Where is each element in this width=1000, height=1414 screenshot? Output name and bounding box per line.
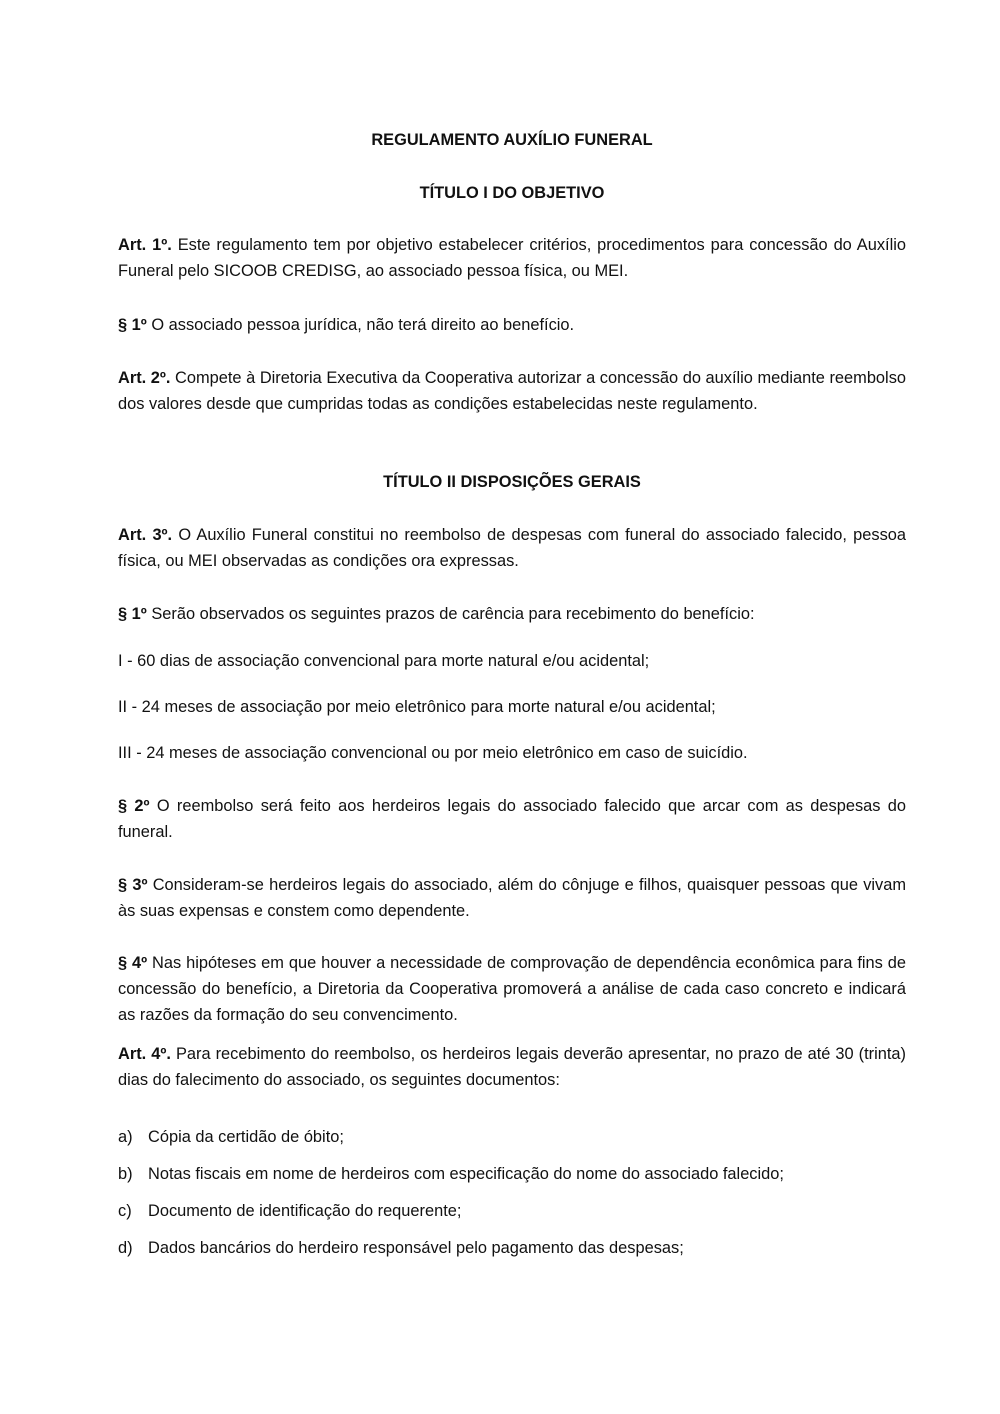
document-item [118,1161,906,1187]
paragraph-label: § 4º [118,954,148,972]
article-label: Art. 1º. [118,236,172,254]
article-1-paragraph-1 [118,312,906,338]
article-1 [118,232,906,284]
document-item [118,1235,906,1261]
article-text: Compete à Diretoria Executiva da Cooperativa autorizar a concessão do auxílio mediante reembolso dos valores desde que cumpridas todas as condições estabelecidas neste regulamento. [118,369,907,413]
inciso-ii: II - 24 meses de associação por meio eletrônico para morte natural e/ou acidental; [118,698,716,716]
item-text: Dados bancários do herdeiro responsável pelo pagamento das despesas; [148,1239,684,1257]
paragraph-label: § 1º [118,316,147,334]
article-label: Art. 4º. [118,1045,171,1063]
item-text: Notas fiscais em nome de herdeiros com especificação do nome do associado falecido; [148,1165,784,1183]
paragraph-label: § 3º [118,876,148,894]
article-3 [118,522,906,574]
article-text: O Auxílio Funeral constitui no reembolso de despesas com funeral do associado falecido, pessoa física, ou MEI observadas as condições ora expressas. [118,526,907,570]
paragraph-text: Nas hipóteses em que houver a necessidade de comprovação de dependência econômica para fins de concessão do benefício, a Diretoria da Cooperativa promoverá a análise de cada caso concreto e indicará as razões da formação do seu convencimento. [118,954,907,1024]
paragraph-text: Serão observados os seguintes prazos de carência para recebimento do benefício: [146,605,755,623]
item-text: Cópia da certidão de óbito; [148,1128,344,1146]
inciso-iii: III - 24 meses de associação convencional ou por meio eletrônico em caso de suicídio. [118,744,748,762]
article-text: Este regulamento tem por objetivo estabelecer critérios, procedimentos para concessão do Auxílio Funeral pelo SICOOB CREDISG, ao associado pessoa física, ou MEI. [118,236,906,280]
paragraph-text: O reembolso será feito aos herdeiros legais do associado falecido que arcar com as despesas do funeral. [118,797,906,841]
article-3-paragraph-1 [118,601,906,627]
paragraph-text: Consideram-se herdeiros legais do associado, além do cônjuge e filhos, quaisquer pessoas que vivam às suas expensas e constem como dependente. [118,876,906,920]
paragraph-label: § 1º [118,605,147,623]
item-text: Documento de identificação do requerente; [148,1202,462,1220]
section-heading-titulo-1: TÍTULO I DO OBJETIVO [419,184,605,202]
article-3-paragraph-4 [118,950,906,1028]
paragraph-text: O associado pessoa jurídica, não terá direito ao benefício. [146,316,575,334]
document-item [118,1124,906,1150]
item-label: b) [118,1165,133,1183]
article-3-paragraph-3 [118,872,906,924]
article-label: Art. 2º. [118,369,171,387]
item-label: a) [118,1128,133,1146]
document-item [118,1198,906,1224]
inciso-i: I - 60 dias de associação convencional para morte natural e/ou acidental; [118,652,650,670]
article-3-paragraph-2 [118,793,906,845]
document-title: REGULAMENTO AUXÍLIO FUNERAL [371,131,653,149]
section-heading-titulo-2: TÍTULO II DISPOSIÇÕES GERAIS [383,473,641,491]
item-label: c) [118,1202,132,1220]
article-4 [118,1041,906,1093]
article-2 [118,365,906,417]
paragraph-label: § 2º [118,797,150,815]
article-label: Art. 3º. [118,526,173,544]
article-text: Para recebimento do reembolso, os herdeiros legais deverão apresentar, no prazo de até 30 (trinta) dias do falecimento do associado, os seguintes documentos: [118,1045,907,1089]
item-label: d) [118,1239,133,1257]
